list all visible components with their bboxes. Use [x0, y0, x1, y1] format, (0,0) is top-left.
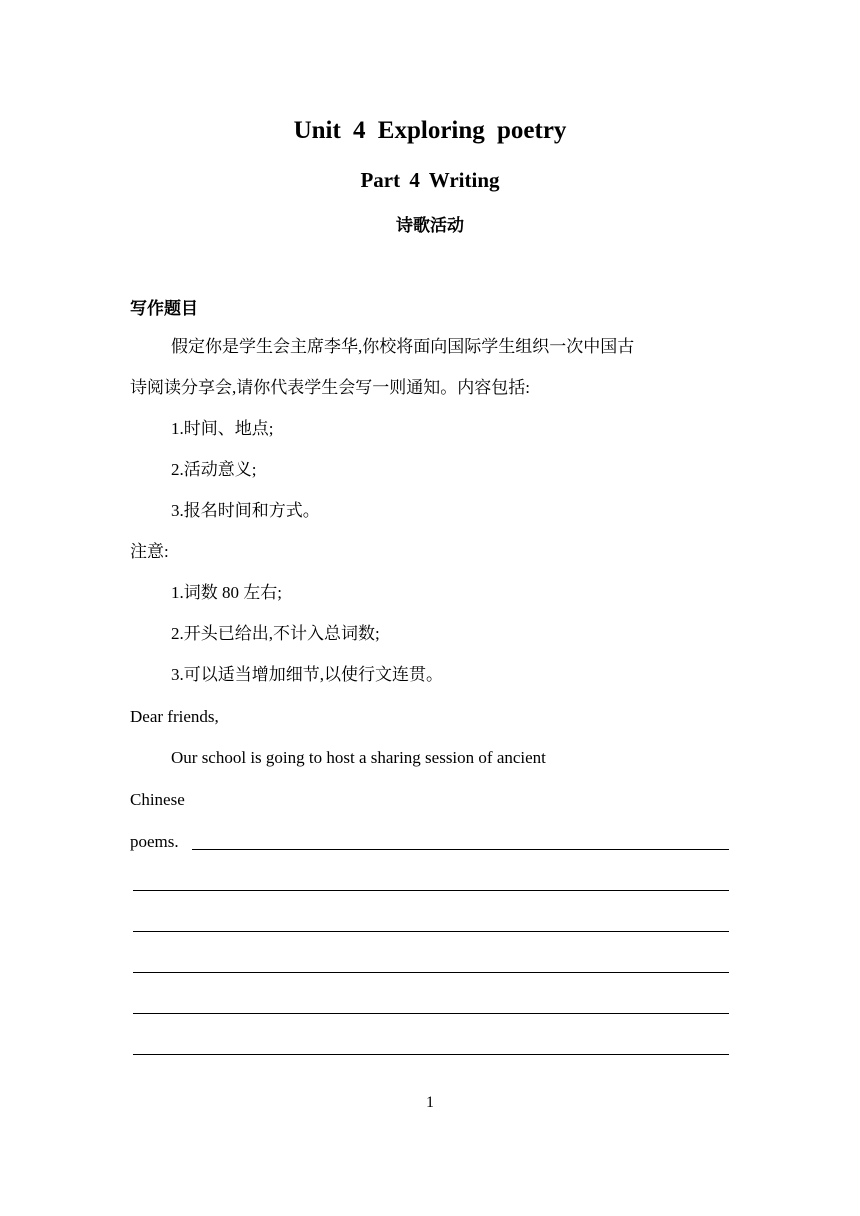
prompt-line-2: 诗阅读分享会,请你代表学生会写一则通知。内容包括:	[130, 378, 530, 397]
answer-line-5[interactable]	[133, 1013, 729, 1014]
notes-label: 注意:	[130, 542, 169, 561]
notes-item-3: 3.可以适当增加细节,以使行文连贯。	[171, 665, 443, 684]
letter-opening-line-1: Our school is going to host a sharing session of ancient	[171, 748, 546, 767]
notes-item-1: 1.词数 80 左右;	[171, 583, 282, 602]
letter-opening-line-2: Chinese	[130, 790, 185, 809]
content-item-3: 3.报名时间和方式。	[171, 501, 320, 520]
content-item-1: 1.时间、地点;	[171, 419, 274, 438]
section-heading: 写作题目	[130, 299, 198, 319]
document-subtitle-cn: 诗歌活动	[396, 216, 464, 236]
answer-line-6[interactable]	[133, 1054, 729, 1055]
answer-line-4[interactable]	[133, 972, 729, 973]
letter-greeting: Dear friends,	[130, 707, 219, 726]
document-title: Unit 4 Exploring poetry	[293, 117, 567, 144]
letter-opening-line-3: poems.	[130, 832, 179, 851]
document-subtitle: Part 4 Writing	[360, 168, 500, 192]
answer-line-2[interactable]	[133, 890, 729, 891]
answer-line-3[interactable]	[133, 931, 729, 932]
notes-item-2: 2.开头已给出,不计入总词数;	[171, 624, 380, 643]
answer-line-1[interactable]	[192, 849, 729, 850]
page-number: 1	[426, 1094, 434, 1111]
prompt-line-1: 假定你是学生会主席李华,你校将面向国际学生组织一次中国古	[171, 337, 635, 356]
content-item-2: 2.活动意义;	[171, 460, 257, 479]
